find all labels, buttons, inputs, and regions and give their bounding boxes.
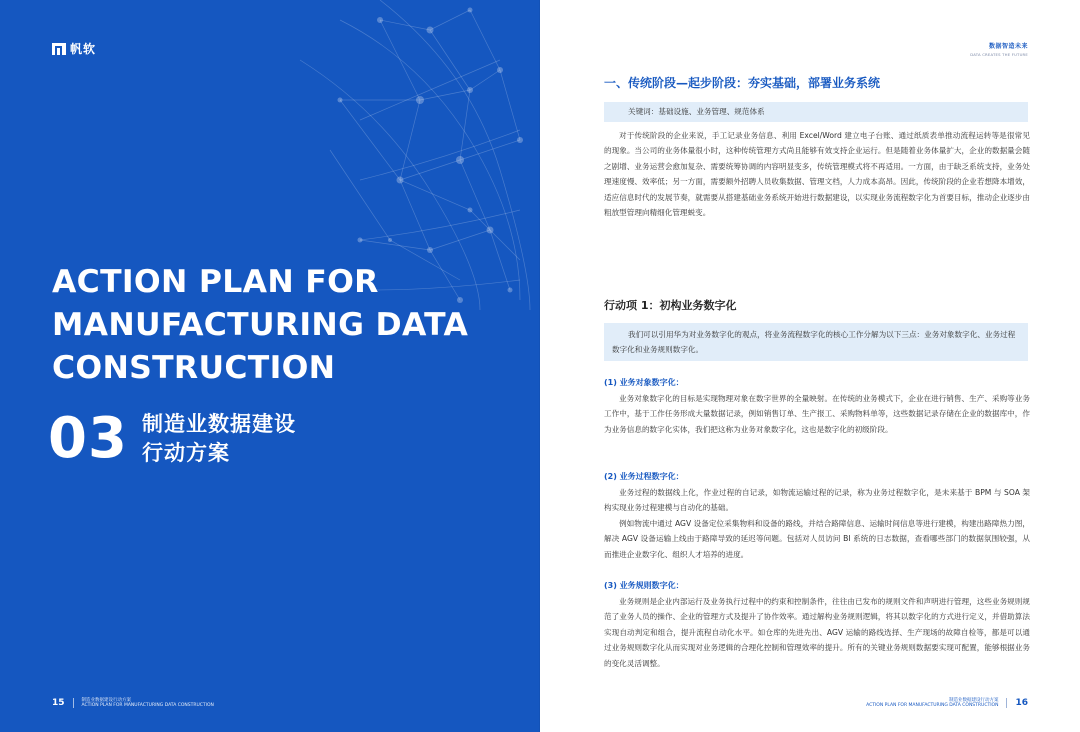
footer-doc-title-cn: 制造业数据建设行动方案 [81,698,132,703]
page-number: 16 [1015,698,1028,708]
brand-logo [52,40,96,57]
subsection-paragraph: 例如物流中通过 AGV 设备定位采集物料和设备的路线，并结合路障信息、运输时间信息等进行建模，构建出路障热力图，解决 AGV 设备运输上线由于路障导致的延迟等问题。包括对人员访问 BI 系统的日志数据，查看哪些部门的数据氛围较强，从而推进企业数字化、组织人才培养的进度。 [604,519,1030,559]
subsection-paragraph: 业务对象数字化的目标是实现物理对象在数字世界的全量映射。在传统的业务模式下，企业在进行销售、生产、采购等业务工作中，基于工作任务形成大量数据记录，例如销售订单、生产报工、采购物料单等，这些数据记录存储在企业的数据库中，作为业务信息的数字化实体，我们把这称为业务对象数字化，这也是数字化的初级阶段。 [604,394,1030,434]
footer-doc-title [866,698,998,708]
subsection-paragraph: 业务过程的数据线上化，作业过程的自记录，如物流运输过程的记录，称为业务过程数字化，是未来基于 BPM 与 SOA 架构实现业务过程建模与自动化的基础。 [604,488,1030,513]
content-page-right [540,0,1080,732]
title-line: MANUFACTURING DATA [52,307,469,343]
chapter-title-line: 行动方案 [142,441,230,465]
footer-divider [73,698,74,708]
section-heading: 一、传统阶段—起步阶段：夯实基础，部署业务系统 [604,76,881,90]
keywords-box: 关键词：基础设施、业务管理、规范体系 [604,102,1028,122]
subsection-heading: (2) 业务过程数字化： [604,472,684,481]
chapter-number: 03 [48,406,128,471]
action-item-heading: 行动项 1：初构业务数字化 [604,299,737,312]
title-line: CONSTRUCTION [52,350,336,386]
footer-doc-title-en: ACTION PLAN FOR MANUFACTURING DATA CONSTRUCTION [81,703,214,708]
footer-doc-title [82,698,214,708]
title-line: ACTION PLAN FOR [52,264,379,300]
subsection-paragraph: 业务规则是企业内部运行及业务执行过程中的约束和控制条件，往往由已发布的规则文件和声明进行管理，这些业务规则规范了业务人员的操作、企业的管理方式及提升了协作效率。通过解构业务规则逻辑，将其以数字化的方式进行定义，并借助算法实现自动判定和组合，提升流程自动化水平。如仓库的先进先出、AGV 运输的路线选择、生产现场的故障自检等，都是可以通过业务规则数字化从而实现对业务逻辑的合理化控制和管理效率的提升。所有的关键业务规则数据要实现可配置，能够根据业务的变化灵活调整。 [604,597,1030,668]
english-title [52,261,522,390]
footer-doc-title-cn: 制造业数据建设行动方案 [948,698,999,703]
logo-text: 帆软 [70,42,97,56]
subsection-heading: (1) 业务对象数字化： [604,378,684,387]
header-tagline [970,41,1028,57]
tagline-cn: 数据智造未来 [988,43,1028,50]
subsection-heading: (3) 业务规则数字化： [604,581,684,590]
tagline-en: DATA CREATES THE FUTURE [970,52,1028,57]
intro-paragraph: 对于传统阶段的企业来说，手工记录业务信息、利用 Excel/Word 建立电子台账、通过纸质表单推动流程运转等是很常见的现象。当公司的业务体量很小时，这种传统管理方式尚且能够有效支持企业运行。但是随着业务体量扩大，企业的数据量会随之剧增、业务运营会愈加复杂、需要统筹协调的内容明显变多，传统管理模式将不再适用。一方面，由于缺乏系统支持，业务处理速度慢、效率低；另一方面，需要额外招聘人员收集数据、管理文档，人力成本高昂。因此，传统阶段的企业若想降本增效，适应信息时代的发展节奏，就需要从搭建基础业务系统开始进行数据建设，以实现业务流程数字化为首要目标，推动企业逐步由粗放型管理向精细化管理蜕变。 [604,131,1030,218]
chapter-title-line: 制造业数据建设 [142,412,296,436]
footer-divider [1006,698,1007,708]
quote-box: 我们可以引用华为对业务数字化的观点，将业务流程数字化的核心工作分解为以下三点：业务对象数字化、业务过程数字化和业务规则数字化。 [604,323,1028,361]
footer-doc-title-en: ACTION PLAN FOR MANUFACTURING DATA CONSTRUCTION [866,703,999,708]
page-number: 15 [52,698,65,708]
left-page-footer [52,698,214,708]
chapter-title [142,410,296,468]
logo-mark-icon [52,43,66,55]
right-page-footer [866,698,1028,708]
